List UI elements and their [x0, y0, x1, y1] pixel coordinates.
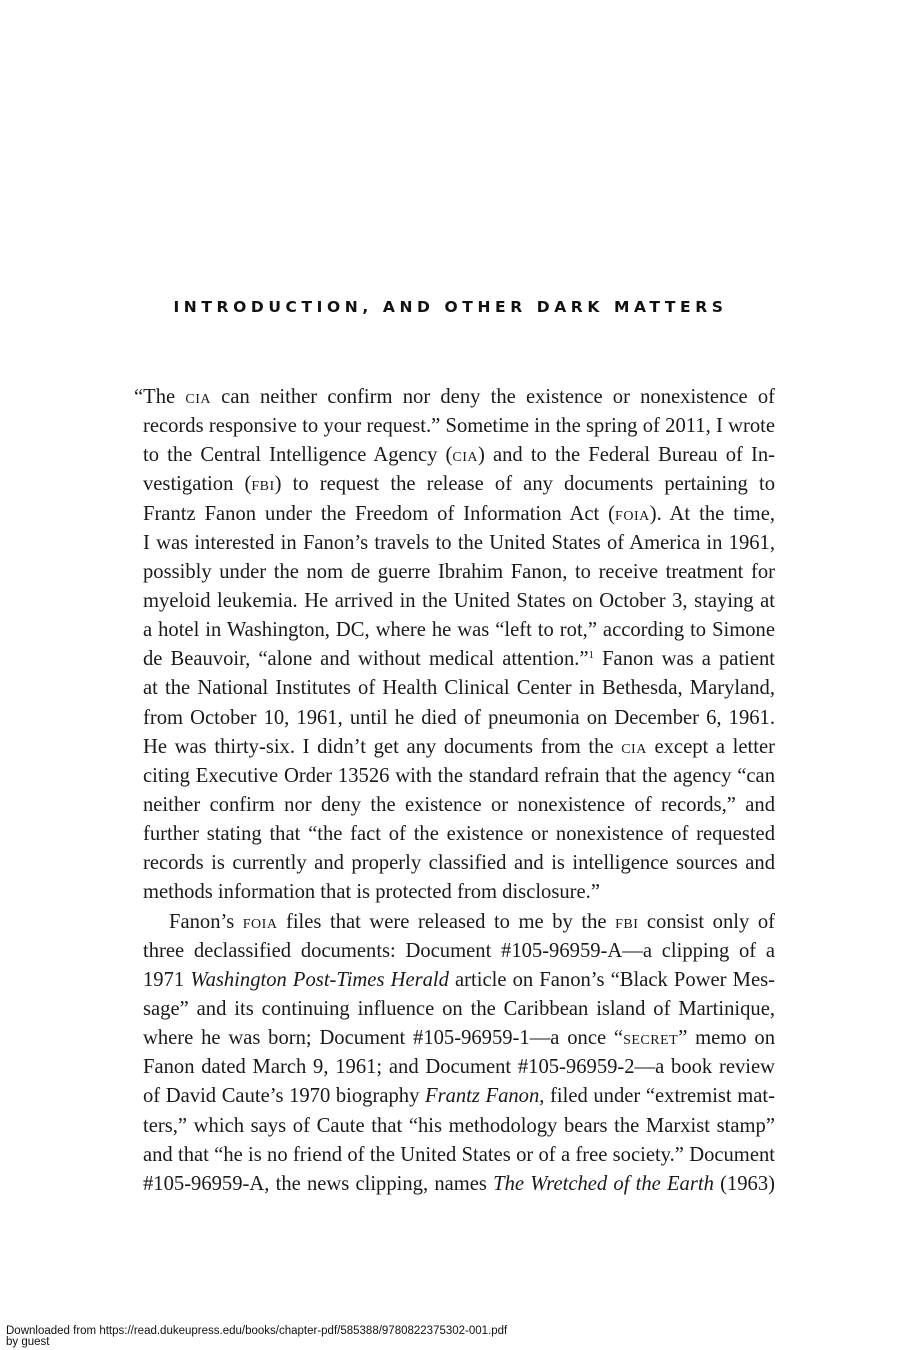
- download-footer: [6, 1326, 507, 1348]
- acronym: foia: [242, 910, 278, 933]
- text-line: #105-96959-A, the news clipping, names The Wretched of the Earth (1963): [143, 1172, 775, 1195]
- text-line: “The cia can neither confirm nor deny the existence or nonexistence of: [134, 386, 775, 408]
- text-line: citing Executive Order 13526 with the standard refrain that the agency “can: [143, 764, 775, 787]
- italic-title: The Wretched of the Earth: [493, 1172, 714, 1195]
- chapter-title: INTRODUCTION, AND OTHER DARK MATTERS: [173, 298, 728, 316]
- paragraph: [134, 383, 776, 908]
- text-line: further stating that “the fact of the existence or nonexistence of requested: [143, 823, 775, 846]
- text-line: records responsive to your request.” Sometime in the spring of 2011, I wrote: [143, 415, 775, 438]
- text-line: Fanon’s foia files that were released to me by the fbi consist only of: [169, 910, 775, 933]
- text-line: vestigation (fbi) to request the release of any documents pertaining to: [143, 473, 775, 496]
- acronym: cia: [452, 444, 478, 467]
- body-text: [134, 383, 776, 1199]
- text-line: to the Central Intelligence Agency (cia) and to the Federal Bureau of In-: [143, 444, 776, 467]
- text-line: ters,” which says of Caute that “his methodology bears the Marxist stamp”: [143, 1114, 775, 1137]
- text-line: sage” and its continuing influence on the Caribbean island of Martinique,: [143, 997, 775, 1020]
- italic-title: Frantz Fanon: [424, 1085, 540, 1108]
- text-line: Fanon dated March 9, 1961; and Document #105-96959-2—a book review: [143, 1056, 775, 1079]
- text-line: where he was born; Document #105-96959-1—a once “secret” memo on: [143, 1027, 775, 1050]
- text-line: neither confirm nor deny the existence or nonexistence of records,” and: [143, 793, 775, 816]
- text-line: records is currently and properly classified and is intelligence sources and: [143, 852, 775, 875]
- italic-title: Washington Post-Times Herald: [190, 968, 449, 991]
- text-line: myeloid leukemia. He arrived in the United States on October 3, staying at: [143, 589, 775, 612]
- text-line: Frantz Fanon under the Freedom of Information Act (foia). At the time,: [143, 502, 775, 525]
- text-line: three declassified documents: Document #105-96959-A—a clipping of a: [143, 939, 775, 962]
- acronym: cia: [185, 386, 211, 408]
- acronym: secret: [623, 1027, 679, 1050]
- acronym: fbi: [615, 910, 639, 933]
- text-line: 1971 Washington Post-Times Herald article on Fanon’s “Black Power Mes-: [143, 968, 775, 991]
- text-line: I was interested in Fanon’s travels to the United States of America in 1961,: [143, 531, 775, 554]
- footer-user-line: by guest: [6, 1336, 50, 1348]
- acronym: foia: [615, 502, 650, 525]
- acronym: fbi: [251, 473, 275, 496]
- text-line: of David Caute’s 1970 biography Frantz Fanon, filed under “extremist mat-: [143, 1085, 775, 1108]
- footnote-marker[interactable]: 1: [588, 649, 595, 662]
- text-line: and that “he is no friend of the United States or of a free society.” Document: [143, 1143, 775, 1166]
- acronym: cia: [621, 735, 647, 758]
- text-line: a hotel in Washington, DC, where he was “left to rot,” according to Simone: [143, 619, 775, 642]
- footer-source-line: Downloaded from https://read.dukeupress.edu/books/chapter-pdf/585388/9780822375302-001.pdf: [6, 1325, 508, 1337]
- text-line: at the National Institutes of Health Clinical Center in Bethesda, Maryland,: [143, 677, 775, 700]
- text-line: methods information that is protected from disclosure.”: [143, 881, 600, 904]
- paragraph: [143, 908, 775, 1199]
- text-line: He was thirty-six. I didn’t get any documents from the cia except a letter: [143, 735, 775, 758]
- text-line: possibly under the nom de guerre Ibrahim Fanon, to receive treatment for: [143, 560, 775, 583]
- text-line: from October 10, 1961, until he died of pneumonia on December 6, 1961.: [143, 706, 775, 729]
- text-line: de Beauvoir, “alone and without medical attention.”$^1$ Fanon was a patient: [143, 648, 775, 671]
